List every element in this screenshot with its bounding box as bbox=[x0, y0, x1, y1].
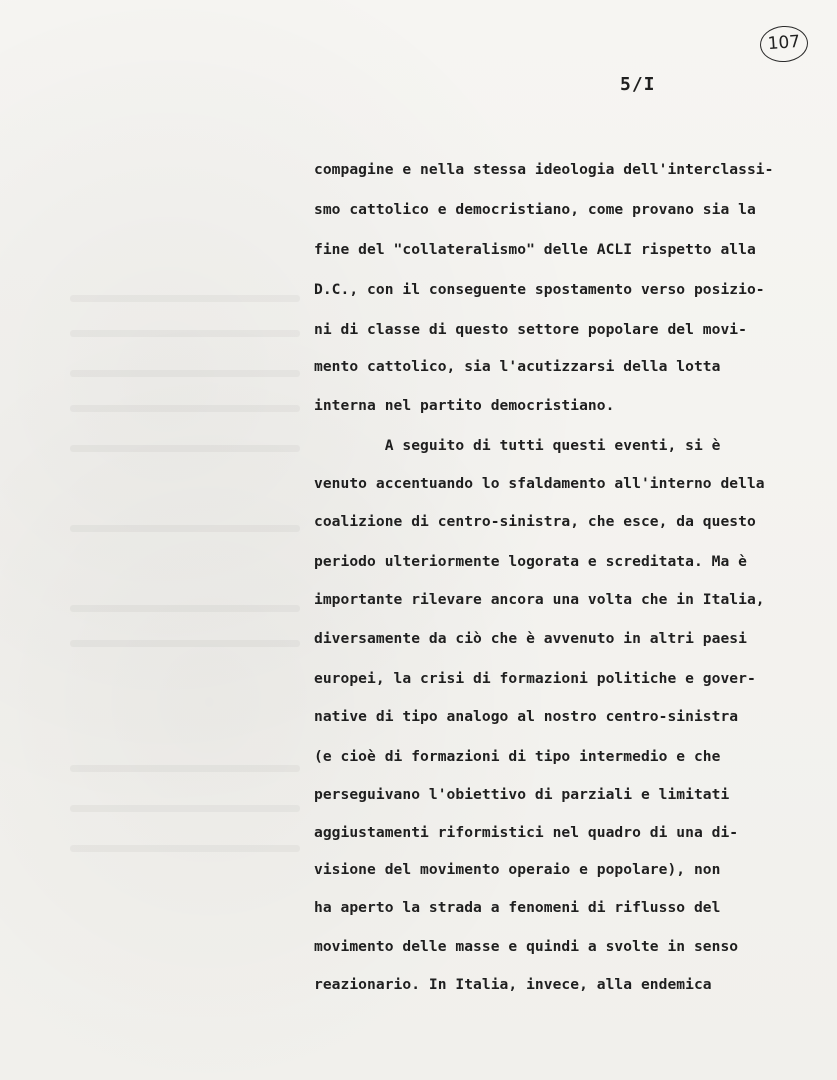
body-text-line: visione del movimento operaio e popolare), non bbox=[314, 861, 721, 878]
body-text-line: compagine e nella stessa ideologia dell'interclassi- bbox=[314, 161, 774, 178]
body-text-line: periodo ulteriormente logorata e screditata. Ma è bbox=[314, 553, 747, 570]
body-text-line: aggiustamenti riformistici nel quadro di una di- bbox=[314, 824, 739, 841]
page-number: 5/I bbox=[620, 74, 656, 95]
bleed-through-mark bbox=[70, 845, 300, 852]
bleed-through-mark bbox=[70, 405, 300, 412]
bleed-through-mark bbox=[70, 370, 300, 377]
body-text-line: fine del "collateralismo" delle ACLI rispetto alla bbox=[314, 241, 756, 258]
body-text-line: importante rilevare ancora una volta che in Italia, bbox=[314, 591, 765, 608]
body-text-line: diversamente da ciò che è avvenuto in altri paesi bbox=[314, 630, 747, 647]
bleed-through-mark bbox=[70, 445, 300, 452]
body-text-line: (e cioè di formazioni di tipo intermedio e che bbox=[314, 748, 721, 765]
body-text-line: native di tipo analogo al nostro centro-sinistra bbox=[314, 708, 739, 725]
folio-number-circled: 107 bbox=[759, 24, 809, 63]
bleed-through-mark bbox=[70, 330, 300, 337]
bleed-through-mark bbox=[70, 525, 300, 532]
bleed-through-mark bbox=[70, 640, 300, 647]
bleed-through-mark bbox=[70, 295, 300, 302]
body-text-line: ha aperto la strada a fenomeni di riflusso del bbox=[314, 899, 721, 916]
body-text-line: europei, la crisi di formazioni politiche e gover- bbox=[314, 670, 756, 687]
body-text-line: A seguito di tutti questi eventi, si è bbox=[314, 437, 721, 454]
bleed-through-mark bbox=[70, 805, 300, 812]
body-text-line: reazionario. In Italia, invece, alla endemica bbox=[314, 976, 712, 993]
body-text-line: mento cattolico, sia l'acutizzarsi della lotta bbox=[314, 358, 721, 375]
bleed-through-mark bbox=[70, 605, 300, 612]
body-text-line: ni di classe di questo settore popolare del movi- bbox=[314, 321, 747, 338]
body-text-line: perseguivano l'obiettivo di parziali e limitati bbox=[314, 786, 730, 803]
body-text-line: smo cattolico e democristiano, come provano sia la bbox=[314, 201, 756, 218]
body-text-line: venuto accentuando lo sfaldamento all'interno della bbox=[314, 475, 765, 492]
body-text-line: D.C., con il conseguente spostamento verso posizio- bbox=[314, 281, 765, 298]
body-text-line: interna nel partito democristiano. bbox=[314, 397, 615, 414]
bleed-through-mark bbox=[70, 765, 300, 772]
body-text-line: movimento delle masse e quindi a svolte in senso bbox=[314, 938, 739, 955]
body-text-line: coalizione di centro-sinistra, che esce, da questo bbox=[314, 513, 756, 530]
